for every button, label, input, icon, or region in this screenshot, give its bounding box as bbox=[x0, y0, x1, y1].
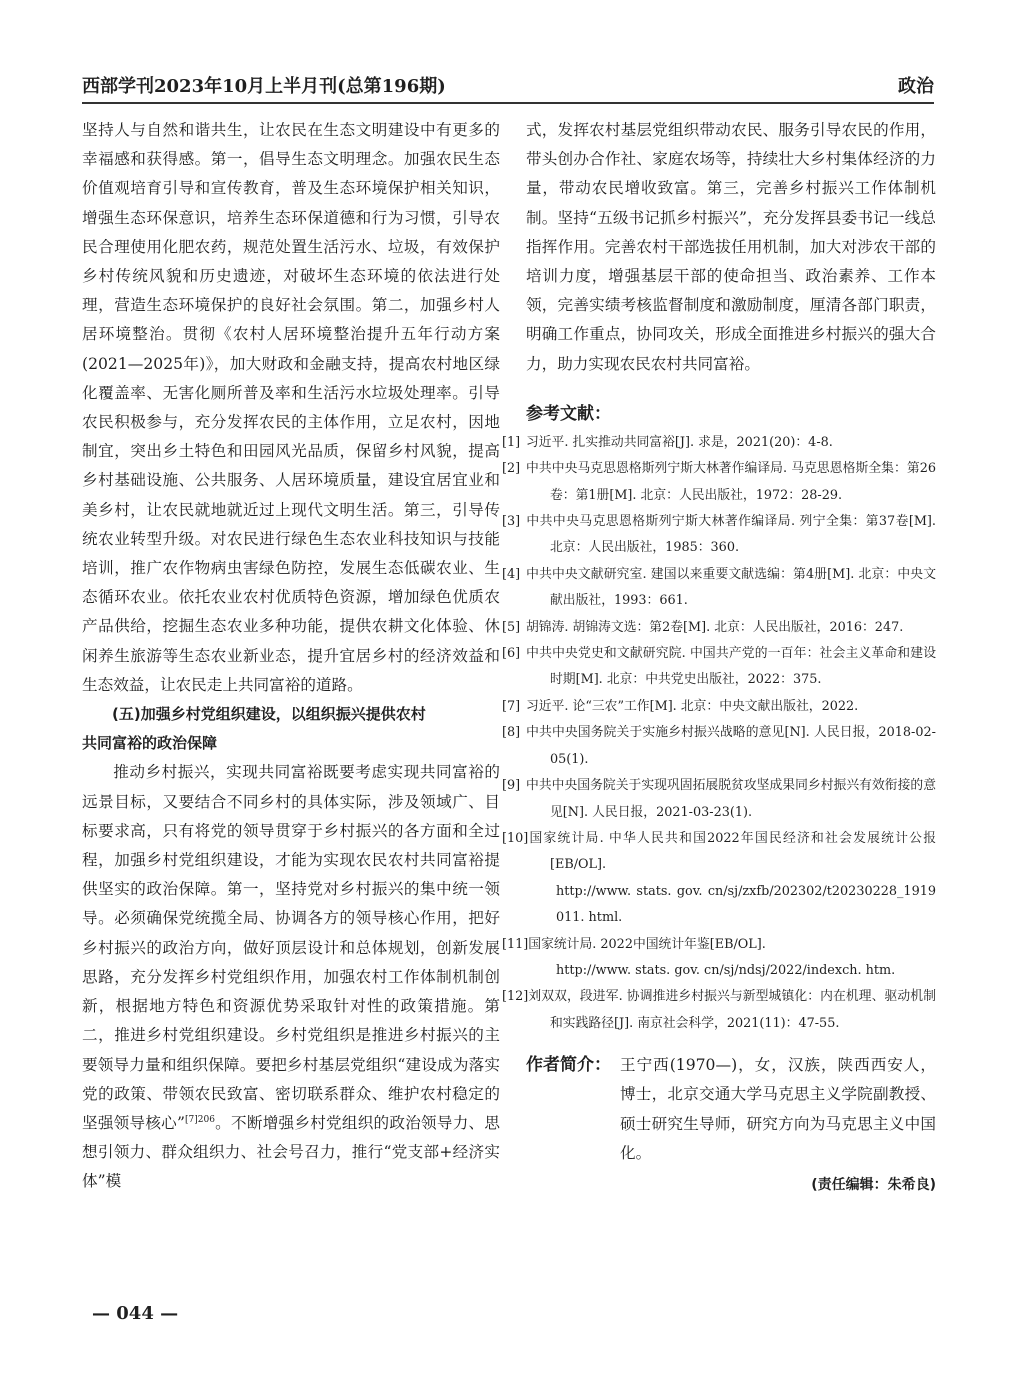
reference-item: [4] 中共中央文献研究室. 建国以来重要文献选编：第4册[M]. 北京：中央文献出版社，1993：661. bbox=[502, 566, 936, 609]
responsible-editor: (责任编辑：朱希良) bbox=[811, 1176, 936, 1193]
author-bio-label: 作者简介： bbox=[526, 1055, 611, 1076]
left-column bbox=[82, 116, 500, 1197]
reference-item bbox=[502, 932, 936, 985]
body-paragraph: 式，发挥农村基层党组织带动农民、服务引导农民的作用，带头创办合作社、家庭农场等，持续壮大乡村集体经济的力量，带动农民增收致富。第三，完善乡村振兴工作体制机制。坚持“五级书记抓乡村振兴”，充分发挥县委书记一线总指挥作用。完善农村干部选拔任用机制，加大对涉农干部的培训力度，增强基层干部的使命担当、政治素养、工作本领，完善实绩考核监督制度和激励制度，厘清各部门职责，明确工作重点，协同攻关，形成全面推进乡村振兴的强大合力，助力实现农民农村共同富裕。 bbox=[526, 121, 936, 373]
section-name: 政治 bbox=[898, 76, 934, 97]
citation-superscript: [7]206 bbox=[185, 1114, 215, 1125]
header-divider bbox=[82, 102, 934, 104]
body-paragraph: 坚持人与自然和谐共生，让农民在生态文明建设中有更多的幸福感和获得感。第一，倡导生态文明理念。加强农民生态价值观培育引导和宣传教育，普及生态环境保护相关知识，增强生态环保意识，培养生态环保道德和行为习惯，引导农民合理使用化肥农药，规范处置生活污水、垃圾，有效保护乡村传统风貌和历史遗迹，对破坏生态环境的依法进行处理，营造生态环境保护的良好社会氛围。第二，加强乡村人居环境整治。贯彻《农村人居环境整治提升五年行动方案(2021—2025年)》，加大财政和金融支持，提高农村地区绿化覆盖率、无害化厕所普及率和生活污水垃圾处理率。引导农民积极参与，充分发挥农民的主体作用，立足农村，因地制宜，突出乡土特色和田园风光品质，保留乡村风貌，提高乡村基础设施、公共服务、人居环境质量，建设宜居宜业和美乡村，让农民就地就近过上现代文明生活。第三，引导传统农业转型升级。对农民进行绿色生态农业科技知识与技能培训，推广农作物病虫害绿色防控，发展生态低碳农业、生态循环农业。依托农业农村优质特色资源，增加绿色优质农产品供给，挖掘生态农业多种功能，提供农耕文化体验、休闲养生旅游等生态农业新业态，提升宜居乡村的经济效益和生态效益，让农民走上共同富裕的道路。 bbox=[82, 121, 500, 694]
reference-text: 习近平. 论“三农”工作[M]. 北京：中央文献出版社，2022. bbox=[526, 698, 859, 714]
paragraph-text: 。不断增强乡村党组织的政治领导力、思想引领力、群众组织力、社会号召力，推行“党支部+经济实体”模 bbox=[82, 1113, 500, 1191]
reference-text: 国家统计局. 中华人民共和国2022年国民经济和社会发展统计公报[EB/OL]. bbox=[528, 830, 936, 873]
reference-number: [11] bbox=[502, 936, 529, 952]
reference-text: 刘双双，段进军. 协调推进乡村振兴与新型城镇化：内在机理、驱动机制和实践路径[J]. 南京社会科学，2021(11)：47-55. bbox=[528, 989, 936, 1031]
reference-text: 习近平. 扎实推动共同富裕[J]. 求是，2021(20)：4-8. bbox=[526, 434, 833, 450]
reference-item: [8] 中共中央国务院关于实施乡村振兴战略的意见[N]. 人民日报，2018-02-05(1). bbox=[502, 725, 936, 767]
reference-item bbox=[502, 826, 936, 932]
reference-url: http://www. stats. gov. cn/sj/zxfb/202302/t20230228_1919011. html. bbox=[556, 883, 936, 926]
reference-text: 国家统计局. 2022中国统计年鉴[EB/OL]. bbox=[528, 936, 766, 952]
reference-text: 中共中央马克思恩格斯列宁斯大林著作编译局. 马克思恩格斯全集：第26卷：第1册[M]. 北京：人民出版社，1972：28-29. bbox=[526, 461, 936, 503]
page-number: — 044 — bbox=[92, 1303, 179, 1324]
section-heading-line1: (五)加强乡村党组织建设，以组织振兴提供农村 bbox=[112, 705, 426, 724]
reference-item: [3] 中共中央马克思恩格斯列宁斯大林著作编译局. 列宁全集：第37卷[M]. 北京：人民出版社，1985：360. bbox=[502, 514, 936, 556]
reference-text: 中共中央国务院关于实施乡村振兴战略的意见[N]. 人民日报，2018-02-05(1). bbox=[526, 725, 936, 767]
reference-url: http://www. stats. gov. cn/sj/ndsj/2022/indexch. htm. bbox=[556, 962, 896, 978]
reference-number: [12] bbox=[502, 989, 529, 1005]
references-heading: 参考文献： bbox=[526, 403, 611, 424]
author-bio bbox=[526, 1051, 936, 1168]
reference-text: 胡锦涛. 胡锦涛文选：第2卷[M]. 北京：人民出版社，2016：247. bbox=[526, 619, 904, 635]
reference-text: 中共中央国务院关于实现巩固拓展脱贫攻坚成果同乡村振兴有效衔接的意见[N]. 人民日报，2021-03-23(1). bbox=[526, 778, 936, 820]
paragraph-text: 推动乡村振兴，实现共同富裕既要考虑实现共同富裕的远景目标，又要结合不同乡村的具体实际，涉及领域广、目标要求高，只有将党的领导贯穿于乡村振兴的各方面和全过程，加强乡村党组织建设，才能为实现农民农村共同富裕提供坚实的政治保障。第一，坚持党对乡村振兴的集中统一领导。必须确保党统揽全局、协调各方的领导核心作用，把好乡村振兴的政治方向，做好顶层设计和总体规划，创新发展思路，充分发挥乡村党组织作用，加强农村工作体制机制创新，根据地方特色和资源优势采取针对性的政策措施。第二，推进乡村党组织建设。乡村党组织是推进乡村振兴的主要领导力量和组织保障。要把乡村基层党组织“建设成为落实党的政策、带领农民致富、密切联系群众、维护农村稳定的坚强领导核心” bbox=[82, 763, 500, 1132]
reference-item: [9] 中共中央国务院关于实现巩固拓展脱贫攻坚成果同乡村振兴有效衔接的意见[N]. 人民日报，2021-03-23(1). bbox=[502, 778, 936, 820]
section-heading-line2: 共同富裕的政治保障 bbox=[82, 734, 218, 753]
body-paragraph bbox=[82, 758, 500, 1196]
reference-item: [2] 中共中央马克思恩格斯列宁斯大林著作编译局. 马克思恩格斯全集：第26卷：第1册[M]. 北京：人民出版社，1972：28-29. bbox=[502, 461, 936, 503]
author-bio-text: 王宁西(1970—)，女，汉族，陕西西安人，博士，北京交通大学马克思主义学院副教授、硕士研究生导师，研究方向为马克思主义中国化。 bbox=[620, 1056, 936, 1162]
journal-title: 西部学刊2023年10月上半月刊(总第196期) bbox=[82, 76, 446, 97]
reference-number: [10] bbox=[502, 830, 529, 846]
reference-item: [1] 习近平. 扎实推动共同富裕[J]. 求是，2021(20)：4-8. bbox=[502, 434, 833, 450]
reference-text: 中共中央文献研究室. 建国以来重要文献选编：第4册[M]. 北京：中央文献出版社，1993：661. bbox=[526, 566, 936, 609]
page-header bbox=[82, 70, 934, 100]
reference-item: [7] 习近平. 论“三农”工作[M]. 北京：中央文献出版社，2022. bbox=[502, 698, 859, 714]
reference-text: 中共中央党史和文献研究院. 中国共产党的一百年：社会主义革命和建设时期[M]. 北京：中共党史出版社，2022：375. bbox=[526, 646, 936, 688]
references-list bbox=[502, 430, 936, 1037]
reference-text: 中共中央马克思恩格斯列宁斯大林著作编译局. 列宁全集：第37卷[M]. 北京：人民出版社，1985：360. bbox=[526, 514, 936, 556]
reference-item: [6] 中共中央党史和文献研究院. 中国共产党的一百年：社会主义革命和建设时期[M]. 北京：中共党史出版社，2022：375. bbox=[502, 646, 936, 688]
reference-item bbox=[502, 984, 936, 1037]
right-column bbox=[502, 116, 936, 1194]
reference-item: [5] 胡锦涛. 胡锦涛文选：第2卷[M]. 北京：人民出版社，2016：247. bbox=[502, 619, 904, 635]
